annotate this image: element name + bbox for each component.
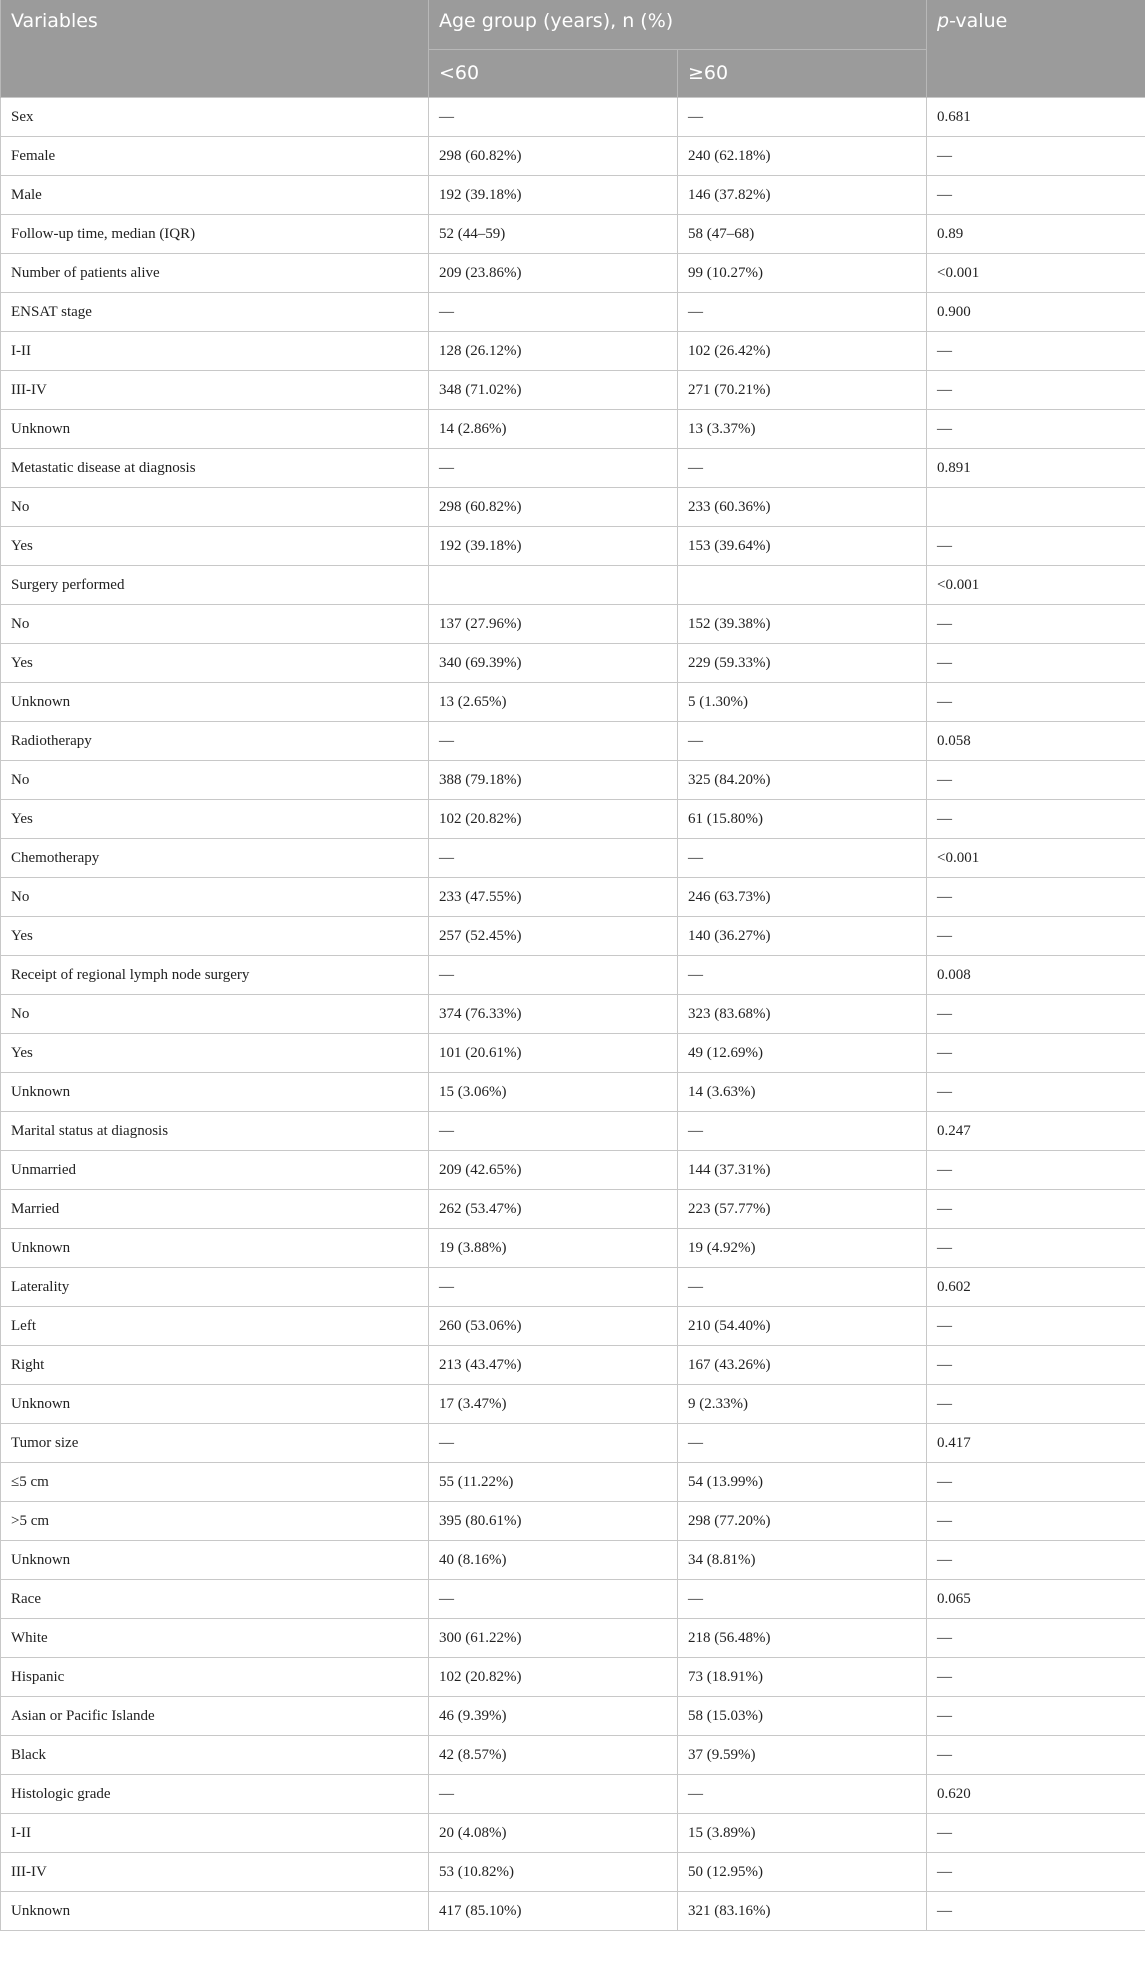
table-row bbox=[1, 137, 1145, 176]
cell-under-60: 55 (11.22%) bbox=[429, 1463, 678, 1502]
cell-p-value: — bbox=[927, 995, 1145, 1034]
cell-variable: III-IV bbox=[1, 371, 429, 410]
cell-p-value: 0.891 bbox=[927, 449, 1145, 488]
cell-under-60: 137 (27.96%) bbox=[429, 605, 678, 644]
table-row bbox=[1, 1541, 1145, 1580]
cell-p-value: — bbox=[927, 1541, 1145, 1580]
cell-p-value: 0.602 bbox=[927, 1268, 1145, 1307]
cell-p-value: — bbox=[927, 605, 1145, 644]
cell-under-60: 40 (8.16%) bbox=[429, 1541, 678, 1580]
cell-variable: ENSAT stage bbox=[1, 293, 429, 332]
table-body bbox=[1, 98, 1145, 1931]
cell-variable: Laterality bbox=[1, 1268, 429, 1307]
table-row bbox=[1, 488, 1145, 527]
cell-variable: Chemotherapy bbox=[1, 839, 429, 878]
cell-over-60: 144 (37.31%) bbox=[678, 1151, 927, 1190]
cell-under-60: — bbox=[429, 722, 678, 761]
cell-p-value: — bbox=[927, 1619, 1145, 1658]
table-row bbox=[1, 449, 1145, 488]
cell-variable: Unmarried bbox=[1, 1151, 429, 1190]
table-row bbox=[1, 176, 1145, 215]
cell-over-60: — bbox=[678, 1424, 927, 1463]
cell-under-60: 13 (2.65%) bbox=[429, 683, 678, 722]
cell-variable: Unknown bbox=[1, 683, 429, 722]
cell-p-value: — bbox=[927, 917, 1145, 956]
table-row bbox=[1, 1424, 1145, 1463]
cell-variable: No bbox=[1, 605, 429, 644]
cell-variable: Male bbox=[1, 176, 429, 215]
cell-variable: Marital status at diagnosis bbox=[1, 1112, 429, 1151]
cell-under-60: 233 (47.55%) bbox=[429, 878, 678, 917]
cell-variable: Yes bbox=[1, 644, 429, 683]
cell-under-60: — bbox=[429, 1775, 678, 1814]
cell-under-60: 262 (53.47%) bbox=[429, 1190, 678, 1229]
cell-variable: Unknown bbox=[1, 1073, 429, 1112]
table-row bbox=[1, 1346, 1145, 1385]
table-row bbox=[1, 722, 1145, 761]
cell-p-value: 0.008 bbox=[927, 956, 1145, 995]
cell-variable: Unknown bbox=[1, 1385, 429, 1424]
cell-variable: Unknown bbox=[1, 1229, 429, 1268]
cell-variable: No bbox=[1, 995, 429, 1034]
cell-p-value: — bbox=[927, 761, 1145, 800]
cell-variable: I-II bbox=[1, 332, 429, 371]
cell-variable: Surgery performed bbox=[1, 566, 429, 605]
cell-under-60: 14 (2.86%) bbox=[429, 410, 678, 449]
cell-variable: Yes bbox=[1, 527, 429, 566]
header-variables: Variables bbox=[1, 0, 429, 98]
cell-under-60: 298 (60.82%) bbox=[429, 137, 678, 176]
cell-variable: I-II bbox=[1, 1814, 429, 1853]
cell-variable: Metastatic disease at diagnosis bbox=[1, 449, 429, 488]
cell-over-60: 34 (8.81%) bbox=[678, 1541, 927, 1580]
header-p-italic: p bbox=[937, 10, 950, 32]
cell-over-60: — bbox=[678, 1112, 927, 1151]
cell-p-value: — bbox=[927, 176, 1145, 215]
cell-p-value: — bbox=[927, 878, 1145, 917]
table-row bbox=[1, 1775, 1145, 1814]
cell-over-60: 13 (3.37%) bbox=[678, 410, 927, 449]
cell-variable: Histologic grade bbox=[1, 1775, 429, 1814]
table-row bbox=[1, 566, 1145, 605]
cell-over-60: 58 (47–68) bbox=[678, 215, 927, 254]
table-row bbox=[1, 410, 1145, 449]
cell-over-60: — bbox=[678, 293, 927, 332]
cell-p-value: — bbox=[927, 1463, 1145, 1502]
cell-over-60: 15 (3.89%) bbox=[678, 1814, 927, 1853]
cell-under-60: 340 (69.39%) bbox=[429, 644, 678, 683]
cell-under-60: — bbox=[429, 98, 678, 137]
cell-p-value: — bbox=[927, 1892, 1145, 1931]
cell-over-60: 19 (4.92%) bbox=[678, 1229, 927, 1268]
cell-p-value: — bbox=[927, 1736, 1145, 1775]
cell-p-value: 0.417 bbox=[927, 1424, 1145, 1463]
table-row bbox=[1, 1502, 1145, 1541]
cell-p-value: — bbox=[927, 1658, 1145, 1697]
cell-over-60: — bbox=[678, 1775, 927, 1814]
cell-over-60: 9 (2.33%) bbox=[678, 1385, 927, 1424]
header-over-60: ≥60 bbox=[678, 50, 927, 98]
cell-p-value: — bbox=[927, 332, 1145, 371]
cell-over-60: 153 (39.64%) bbox=[678, 527, 927, 566]
cell-over-60: 50 (12.95%) bbox=[678, 1853, 927, 1892]
cell-p-value: — bbox=[927, 1307, 1145, 1346]
cell-over-60: 140 (36.27%) bbox=[678, 917, 927, 956]
cell-over-60: 323 (83.68%) bbox=[678, 995, 927, 1034]
cell-variable: No bbox=[1, 878, 429, 917]
cell-p-value: — bbox=[927, 1385, 1145, 1424]
cell-over-60: 298 (77.20%) bbox=[678, 1502, 927, 1541]
cell-over-60: 58 (15.03%) bbox=[678, 1697, 927, 1736]
table-header bbox=[1, 0, 1145, 98]
cell-under-60: 192 (39.18%) bbox=[429, 527, 678, 566]
cell-under-60: 15 (3.06%) bbox=[429, 1073, 678, 1112]
cell-p-value: <0.001 bbox=[927, 566, 1145, 605]
cell-p-value: <0.001 bbox=[927, 839, 1145, 878]
cell-over-60: — bbox=[678, 956, 927, 995]
cell-variable: Female bbox=[1, 137, 429, 176]
table-row bbox=[1, 527, 1145, 566]
table-row bbox=[1, 1151, 1145, 1190]
cell-p-value: 0.247 bbox=[927, 1112, 1145, 1151]
cell-under-60 bbox=[429, 566, 678, 605]
cell-p-value: — bbox=[927, 1697, 1145, 1736]
cell-p-value: — bbox=[927, 644, 1145, 683]
table-row bbox=[1, 1697, 1145, 1736]
cell-over-60: 229 (59.33%) bbox=[678, 644, 927, 683]
cell-over-60: 5 (1.30%) bbox=[678, 683, 927, 722]
table-row bbox=[1, 1112, 1145, 1151]
cell-over-60: 325 (84.20%) bbox=[678, 761, 927, 800]
cell-p-value: — bbox=[927, 410, 1145, 449]
table-row bbox=[1, 98, 1145, 137]
cell-under-60: 257 (52.45%) bbox=[429, 917, 678, 956]
table-row bbox=[1, 839, 1145, 878]
cell-variable: Right bbox=[1, 1346, 429, 1385]
cell-under-60: — bbox=[429, 956, 678, 995]
cell-p-value: <0.001 bbox=[927, 254, 1145, 293]
table-row bbox=[1, 1268, 1145, 1307]
table-row bbox=[1, 917, 1145, 956]
cell-under-60: 101 (20.61%) bbox=[429, 1034, 678, 1073]
cell-under-60: 348 (71.02%) bbox=[429, 371, 678, 410]
cell-p-value: — bbox=[927, 1853, 1145, 1892]
table-row bbox=[1, 1463, 1145, 1502]
table-row bbox=[1, 293, 1145, 332]
cell-variable: Number of patients alive bbox=[1, 254, 429, 293]
cell-under-60: 209 (42.65%) bbox=[429, 1151, 678, 1190]
cell-p-value: — bbox=[927, 1346, 1145, 1385]
cell-over-60: 146 (37.82%) bbox=[678, 176, 927, 215]
table-row bbox=[1, 1619, 1145, 1658]
cell-under-60: 213 (43.47%) bbox=[429, 1346, 678, 1385]
table-row bbox=[1, 683, 1145, 722]
header-age-group: Age group (years), n (%) bbox=[429, 0, 927, 50]
cell-over-60: — bbox=[678, 839, 927, 878]
cell-over-60: 246 (63.73%) bbox=[678, 878, 927, 917]
cell-p-value: — bbox=[927, 683, 1145, 722]
cell-under-60: 417 (85.10%) bbox=[429, 1892, 678, 1931]
cell-over-60: 61 (15.80%) bbox=[678, 800, 927, 839]
cell-over-60: 271 (70.21%) bbox=[678, 371, 927, 410]
cell-under-60: — bbox=[429, 1424, 678, 1463]
cell-under-60: — bbox=[429, 293, 678, 332]
cell-variable: Receipt of regional lymph node surgery bbox=[1, 956, 429, 995]
cell-under-60: 209 (23.86%) bbox=[429, 254, 678, 293]
cell-over-60: — bbox=[678, 98, 927, 137]
cell-p-value: 0.89 bbox=[927, 215, 1145, 254]
cell-p-value: — bbox=[927, 1190, 1145, 1229]
cell-variable: Yes bbox=[1, 1034, 429, 1073]
table-row bbox=[1, 1853, 1145, 1892]
cell-over-60: — bbox=[678, 1580, 927, 1619]
cell-variable: Married bbox=[1, 1190, 429, 1229]
cell-over-60: — bbox=[678, 722, 927, 761]
cell-under-60: — bbox=[429, 1112, 678, 1151]
cell-p-value: — bbox=[927, 527, 1145, 566]
table-row bbox=[1, 1034, 1145, 1073]
cell-p-value: 0.620 bbox=[927, 1775, 1145, 1814]
table-row bbox=[1, 1736, 1145, 1775]
cell-variable: Hispanic bbox=[1, 1658, 429, 1697]
cell-variable: No bbox=[1, 488, 429, 527]
cell-variable: Left bbox=[1, 1307, 429, 1346]
cell-over-60: 14 (3.63%) bbox=[678, 1073, 927, 1112]
cell-variable: Black bbox=[1, 1736, 429, 1775]
cell-under-60: 300 (61.22%) bbox=[429, 1619, 678, 1658]
cell-variable: Tumor size bbox=[1, 1424, 429, 1463]
cell-under-60: 395 (80.61%) bbox=[429, 1502, 678, 1541]
cell-variable: Race bbox=[1, 1580, 429, 1619]
cell-over-60: 73 (18.91%) bbox=[678, 1658, 927, 1697]
cell-over-60: — bbox=[678, 1268, 927, 1307]
cell-under-60: — bbox=[429, 1268, 678, 1307]
cell-over-60: 102 (26.42%) bbox=[678, 332, 927, 371]
header-row-1 bbox=[1, 0, 1145, 50]
cell-variable: III-IV bbox=[1, 1853, 429, 1892]
table-row bbox=[1, 761, 1145, 800]
cell-p-value: 0.058 bbox=[927, 722, 1145, 761]
cell-under-60: — bbox=[429, 449, 678, 488]
cell-over-60: 49 (12.69%) bbox=[678, 1034, 927, 1073]
cell-under-60: 52 (44–59) bbox=[429, 215, 678, 254]
table-row bbox=[1, 995, 1145, 1034]
table-row bbox=[1, 215, 1145, 254]
cell-under-60: 53 (10.82%) bbox=[429, 1853, 678, 1892]
table-row bbox=[1, 878, 1145, 917]
cell-over-60: 233 (60.36%) bbox=[678, 488, 927, 527]
cell-under-60: 20 (4.08%) bbox=[429, 1814, 678, 1853]
cell-p-value: — bbox=[927, 1502, 1145, 1541]
cell-under-60: 19 (3.88%) bbox=[429, 1229, 678, 1268]
cell-p-value: — bbox=[927, 371, 1145, 410]
header-under-60: <60 bbox=[429, 50, 678, 98]
table-row bbox=[1, 605, 1145, 644]
table-row bbox=[1, 1658, 1145, 1697]
cell-p-value: 0.681 bbox=[927, 98, 1145, 137]
cell-p-value: — bbox=[927, 137, 1145, 176]
table-row bbox=[1, 1385, 1145, 1424]
cell-under-60: 128 (26.12%) bbox=[429, 332, 678, 371]
cell-over-60 bbox=[678, 566, 927, 605]
cell-over-60: — bbox=[678, 449, 927, 488]
cell-under-60: — bbox=[429, 1580, 678, 1619]
cell-p-value bbox=[927, 488, 1145, 527]
table-row bbox=[1, 644, 1145, 683]
cell-variable: Radiotherapy bbox=[1, 722, 429, 761]
table-row bbox=[1, 800, 1145, 839]
cell-over-60: 37 (9.59%) bbox=[678, 1736, 927, 1775]
cell-variable: Follow-up time, median (IQR) bbox=[1, 215, 429, 254]
cell-under-60: 17 (3.47%) bbox=[429, 1385, 678, 1424]
cell-p-value: — bbox=[927, 1034, 1145, 1073]
cell-variable: Sex bbox=[1, 98, 429, 137]
cell-variable: Unknown bbox=[1, 410, 429, 449]
table-row bbox=[1, 371, 1145, 410]
cell-over-60: 54 (13.99%) bbox=[678, 1463, 927, 1502]
table-row bbox=[1, 254, 1145, 293]
cell-over-60: 167 (43.26%) bbox=[678, 1346, 927, 1385]
cell-under-60: 102 (20.82%) bbox=[429, 800, 678, 839]
cell-over-60: 152 (39.38%) bbox=[678, 605, 927, 644]
cell-over-60: 223 (57.77%) bbox=[678, 1190, 927, 1229]
cell-under-60: 102 (20.82%) bbox=[429, 1658, 678, 1697]
cell-p-value: 0.900 bbox=[927, 293, 1145, 332]
table-row bbox=[1, 956, 1145, 995]
cell-p-value: — bbox=[927, 1814, 1145, 1853]
table-row bbox=[1, 332, 1145, 371]
cell-under-60: — bbox=[429, 839, 678, 878]
table-row bbox=[1, 1307, 1145, 1346]
cell-under-60: 374 (76.33%) bbox=[429, 995, 678, 1034]
cell-p-value: — bbox=[927, 800, 1145, 839]
cell-variable: >5 cm bbox=[1, 1502, 429, 1541]
table-row bbox=[1, 1580, 1145, 1619]
table-row bbox=[1, 1190, 1145, 1229]
cell-under-60: 260 (53.06%) bbox=[429, 1307, 678, 1346]
cell-over-60: 240 (62.18%) bbox=[678, 137, 927, 176]
cell-under-60: 192 (39.18%) bbox=[429, 176, 678, 215]
cell-variable: Asian or Pacific Islande bbox=[1, 1697, 429, 1736]
cell-variable: Unknown bbox=[1, 1892, 429, 1931]
cell-p-value: — bbox=[927, 1073, 1145, 1112]
cell-p-value: — bbox=[927, 1151, 1145, 1190]
cell-variable: Unknown bbox=[1, 1541, 429, 1580]
cell-variable: White bbox=[1, 1619, 429, 1658]
cell-variable: No bbox=[1, 761, 429, 800]
table-row bbox=[1, 1229, 1145, 1268]
table-row bbox=[1, 1814, 1145, 1853]
cell-variable: Yes bbox=[1, 800, 429, 839]
cell-variable: Yes bbox=[1, 917, 429, 956]
cell-under-60: 46 (9.39%) bbox=[429, 1697, 678, 1736]
cell-variable: ≤5 cm bbox=[1, 1463, 429, 1502]
header-p-value bbox=[927, 0, 1145, 98]
cell-p-value: — bbox=[927, 1229, 1145, 1268]
cell-under-60: 298 (60.82%) bbox=[429, 488, 678, 527]
cell-over-60: 218 (56.48%) bbox=[678, 1619, 927, 1658]
header-p-rest: -value bbox=[949, 10, 1008, 32]
cell-p-value: 0.065 bbox=[927, 1580, 1145, 1619]
table-row bbox=[1, 1073, 1145, 1112]
cell-over-60: 321 (83.16%) bbox=[678, 1892, 927, 1931]
cell-over-60: 210 (54.40%) bbox=[678, 1307, 927, 1346]
table-row bbox=[1, 1892, 1145, 1931]
cell-under-60: 42 (8.57%) bbox=[429, 1736, 678, 1775]
cell-under-60: 388 (79.18%) bbox=[429, 761, 678, 800]
cell-over-60: 99 (10.27%) bbox=[678, 254, 927, 293]
